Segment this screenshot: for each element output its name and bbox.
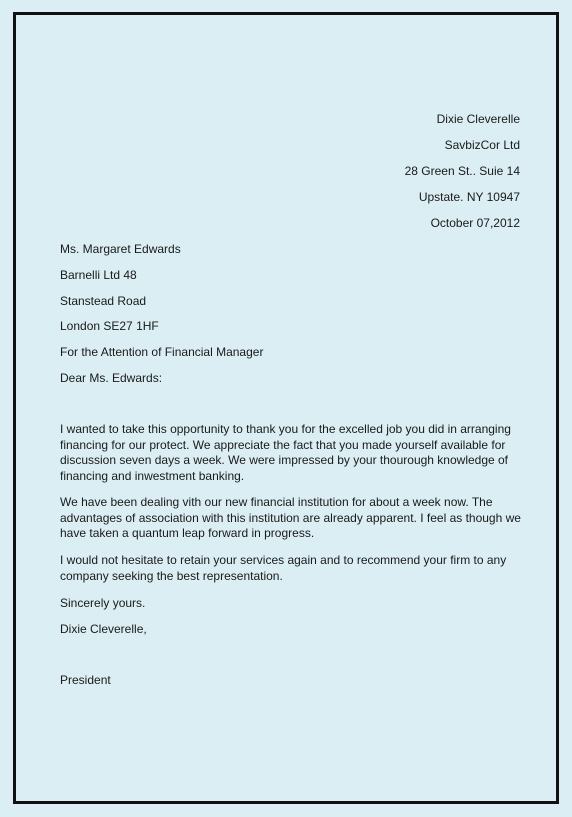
recipient-name: Ms. Margaret Edwards xyxy=(60,242,181,256)
sender-name: Dixie Cleverelle xyxy=(436,112,520,126)
signature-name: Dixie Cleverelle, xyxy=(60,622,147,636)
attention-line: For the Attention of Financial Manager xyxy=(60,345,264,359)
recipient-street: Stanstead Road xyxy=(60,294,147,308)
body-paragraph-2: We have been dealing vith our new financial institution for about a week now. The advantages of association with this institution are already apparent. I feel as though we have taken a quantum leap forward in progress. xyxy=(60,495,521,540)
closing: Sincerely yours. xyxy=(60,596,146,610)
salutation: Dear Ms. Edwards: xyxy=(60,371,163,385)
signature-title: President xyxy=(60,673,111,687)
body-paragraph-1: I wanted to take this opportunity to thank you for the excelled job you did in arranging financing for our protect. We appreciate the fact that you made yourself available for discussion seven days a week. We were impressed by your thourough knowledge of financing and inwestment banking. xyxy=(60,422,511,483)
letter-date: October 07,2012 xyxy=(430,216,520,230)
body-paragraph-3: I would not hesitate to retain your services again and to recommend your firm to any company seeking the best representation. xyxy=(60,553,507,583)
sender-company: SavbizCor Ltd xyxy=(444,138,520,152)
sender-city: Upstate. NY 10947 xyxy=(418,190,520,204)
sender-street: 28 Green St.. Suie 14 xyxy=(404,164,520,178)
recipient-city: London SE27 1HF xyxy=(60,319,159,333)
letter-page xyxy=(13,12,559,804)
recipient-company: Barnelli Ltd 48 xyxy=(60,268,137,282)
